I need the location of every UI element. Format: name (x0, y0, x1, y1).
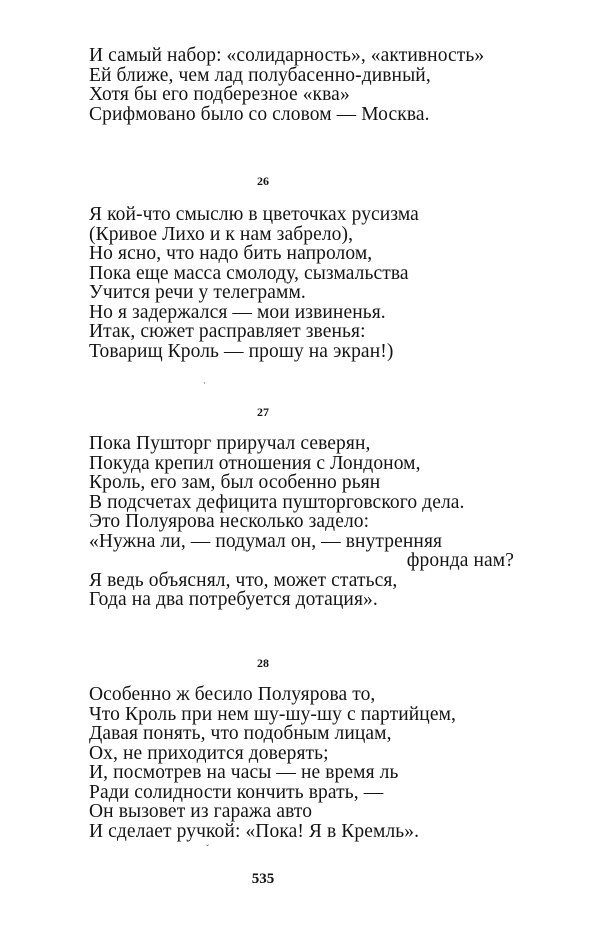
page-number: 535 (251, 871, 275, 887)
verse-line: Но ясно, что надо бить напролом, (89, 243, 373, 264)
verse-line: Товарищ Кроль — прошу на экран!) (89, 340, 394, 362)
stanza-number: 26 (257, 174, 269, 188)
verse-line: Хотя бы его подберезное «ква» (89, 84, 350, 105)
verse-line: Что Кроль при нем шу-шу-шу с партийцем, (89, 703, 456, 725)
verse-line: Но я задержался — мои извиненья. (89, 301, 386, 323)
verse-line: И сделает ручкой: «Пока! Я в Кремль». (89, 820, 420, 842)
verse-line: (Кривое Лихо и к нам забрело), (89, 223, 354, 245)
verse-line: Покуда крепил отношения с Лондоном, (89, 452, 421, 474)
verse-line: И, посмотрев на часы — не время ль (89, 762, 399, 783)
verse-line: Срифмовано было со словом — Москва. (89, 103, 430, 125)
print-speck: ˇ (206, 843, 209, 853)
verse-line: Ей ближе, чем лад полубасенно-дивный, (89, 64, 431, 86)
verse-line: Пока еще масса смолоду, сызмальства (89, 262, 409, 284)
verse-line: Он вызовет из гаража авто (89, 801, 313, 822)
print-speck: · (203, 378, 206, 388)
verse-line: Это Полуярова несколько задело: (89, 511, 370, 532)
verse-line: Давая понять, что подобным лицам, (89, 723, 392, 744)
stanza-number: 28 (257, 656, 269, 670)
verse-line: Ради солидности кончить врать, — (89, 781, 384, 803)
verse-line: Я ведь объяснял, что, может статься, (89, 569, 398, 591)
verse-line: Кроль, его зам, был особенно рьян (89, 472, 381, 493)
stanza-28 (89, 685, 509, 841)
stanza-27 (89, 433, 514, 610)
verse-line: «Нужна ли, — подумал он, — внутренняя (89, 530, 443, 552)
stanza-25 (89, 46, 509, 124)
verse-line: Ох, не приходится доверять; (89, 742, 329, 764)
verse-line-continuation: фронда нам? (406, 550, 514, 571)
verse-line: В подсчетах дефицита пушторговского дела. (89, 491, 465, 513)
verse-line: Пока Пушторг приручал северян, (89, 433, 371, 454)
verse-line: Года на два потребуется дотация». (89, 589, 378, 610)
verse-line: Особенно ж бесило Полуярова то, (89, 684, 376, 705)
stanza-number: 27 (257, 405, 269, 419)
verse-line: Учится речи у телеграмм. (89, 282, 306, 303)
verse-line: Итак, сюжет расправляет звенья: (89, 321, 366, 342)
verse-line: Я кой-что смыслю в цветочках русизма (89, 204, 419, 225)
verse-line: И самый набор: «солидарность», «активность» (89, 45, 485, 66)
stanza-26 (89, 205, 509, 361)
